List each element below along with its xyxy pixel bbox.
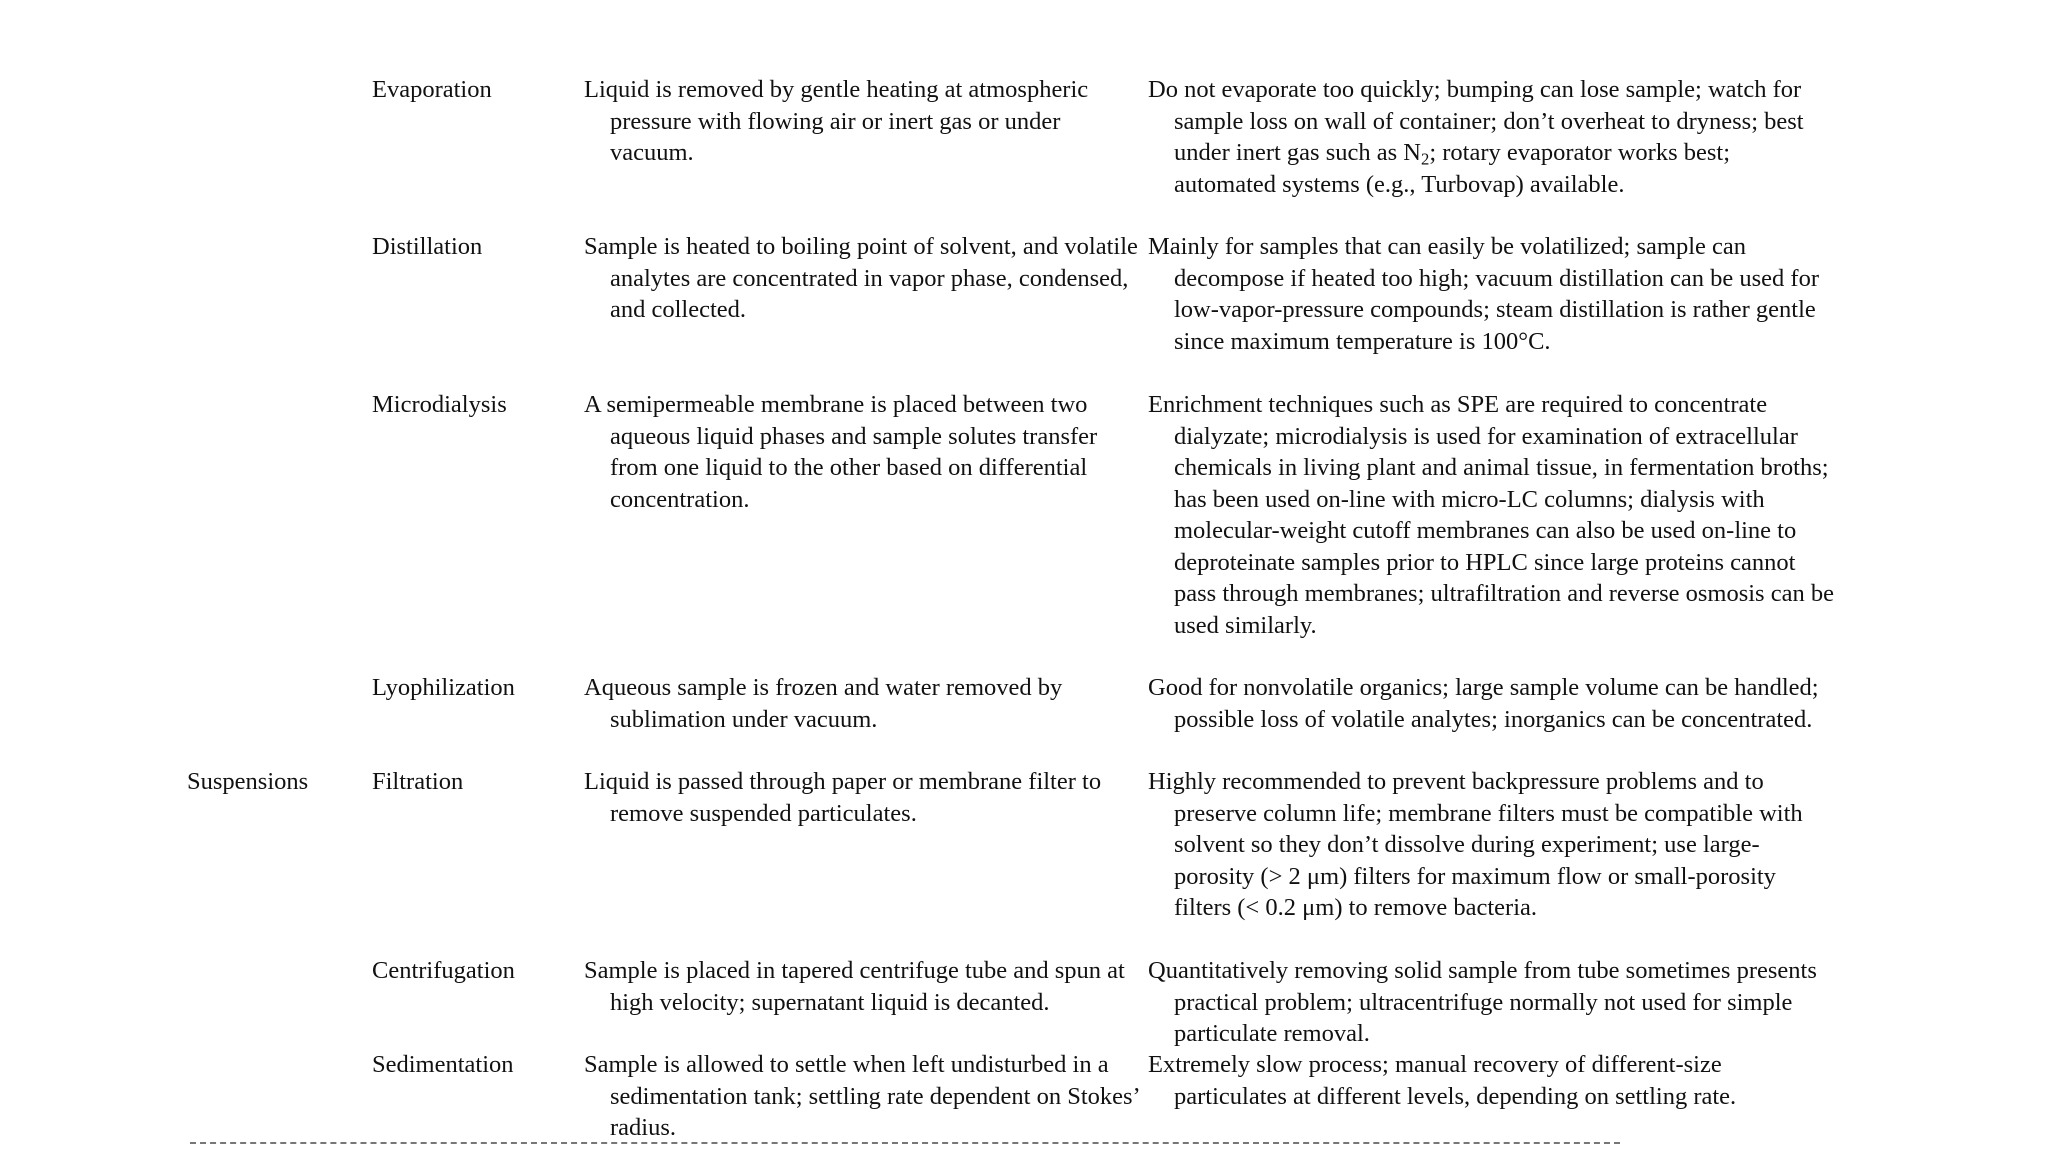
comments-text: Do not evaporate too quickly; bumping can lose sample; watch for sample loss on wall of container; don’t overheat to dryness; best under inert gas such as N (1148, 76, 1804, 166)
method-cell: Filtration (372, 768, 464, 795)
category-cell: Suspensions (187, 768, 309, 795)
comments-cell: Enrichment techniques such as SPE are required to concentrate dialyzate; microdialysis is used for examination of extracellular chemicals in living plant and animal tissue, in fermentation broths; has been used on-line with micro-LC columns; dialysis with molecular-weight cutoff membranes can also be used on-line to deproteinate samples prior to HPLC since large proteins cannot pass through membranes; ultrafiltration and reverse osmosis can be used similarly. (1148, 391, 1834, 639)
table-bottom-rule (190, 1142, 1620, 1144)
description-cell: Aqueous sample is frozen and water removed by sublimation under vacuum. (584, 674, 1063, 733)
method-cell: Sedimentation (372, 1051, 514, 1078)
comments-cell: Highly recommended to prevent backpressure problems and to preserve column life; membrane filters must be compatible with solvent so they don’t dissolve during experiment; use large-porosity (> 2 μm) filters for maximum flow or small-porosity filters (< 0.2 μm) to remove bacteria. (1148, 768, 1803, 921)
comments-cell: Mainly for samples that can easily be volatilized; sample can decompose if heated too high; vacuum distillation can be used for low-vapor-pressure compounds; steam distillation is rather gentle since maximum temperature is 100°C. (1148, 233, 1819, 355)
method-cell: Microdialysis (372, 391, 507, 418)
description-cell: Sample is heated to boiling point of solvent, and volatile analytes are concentrated in vapor phase, condensed, and collected. (584, 233, 1138, 323)
comments-cell (1148, 74, 1834, 200)
description-cell: Sample is allowed to settle when left undisturbed in a sedimentation tank; settling rate dependent on Stokes’ radius. (584, 1051, 1139, 1141)
comments-cell: Extremely slow process; manual recovery of different-size particulates at different levels, depending on settling rate. (1148, 1051, 1737, 1110)
description-cell: Liquid is removed by gentle heating at atmospheric pressure with flowing air or inert gas or under vacuum. (584, 76, 1089, 166)
method-cell: Centrifugation (372, 957, 515, 984)
method-cell: Evaporation (372, 76, 492, 103)
description-cell: Liquid is passed through paper or membrane filter to remove suspended particulates. (584, 768, 1102, 827)
comments-cell: Good for nonvolatile organics; large sample volume can be handled; possible loss of volatile analytes; inorganics can be concentrated. (1148, 674, 1819, 733)
description-cell: Sample is placed in tapered centrifuge tube and spun at high velocity; supernatant liquid is decanted. (584, 957, 1125, 1016)
subscript-text: 2 (1420, 149, 1430, 169)
comments-text-cont: ; rotary evaporator works best; automated systems (e.g., Turbovap) available. (1174, 139, 1731, 198)
description-cell: A semipermeable membrane is placed between two aqueous liquid phases and sample solutes transfer from one liquid to the other based on differential concentration. (584, 391, 1098, 513)
comments-cell: Quantitatively removing solid sample from tube sometimes presents practical problem; ultracentrifuge normally not used for simple particulate removal. (1148, 957, 1817, 1047)
method-cell: Distillation (372, 233, 483, 260)
method-cell: Lyophilization (372, 674, 515, 701)
